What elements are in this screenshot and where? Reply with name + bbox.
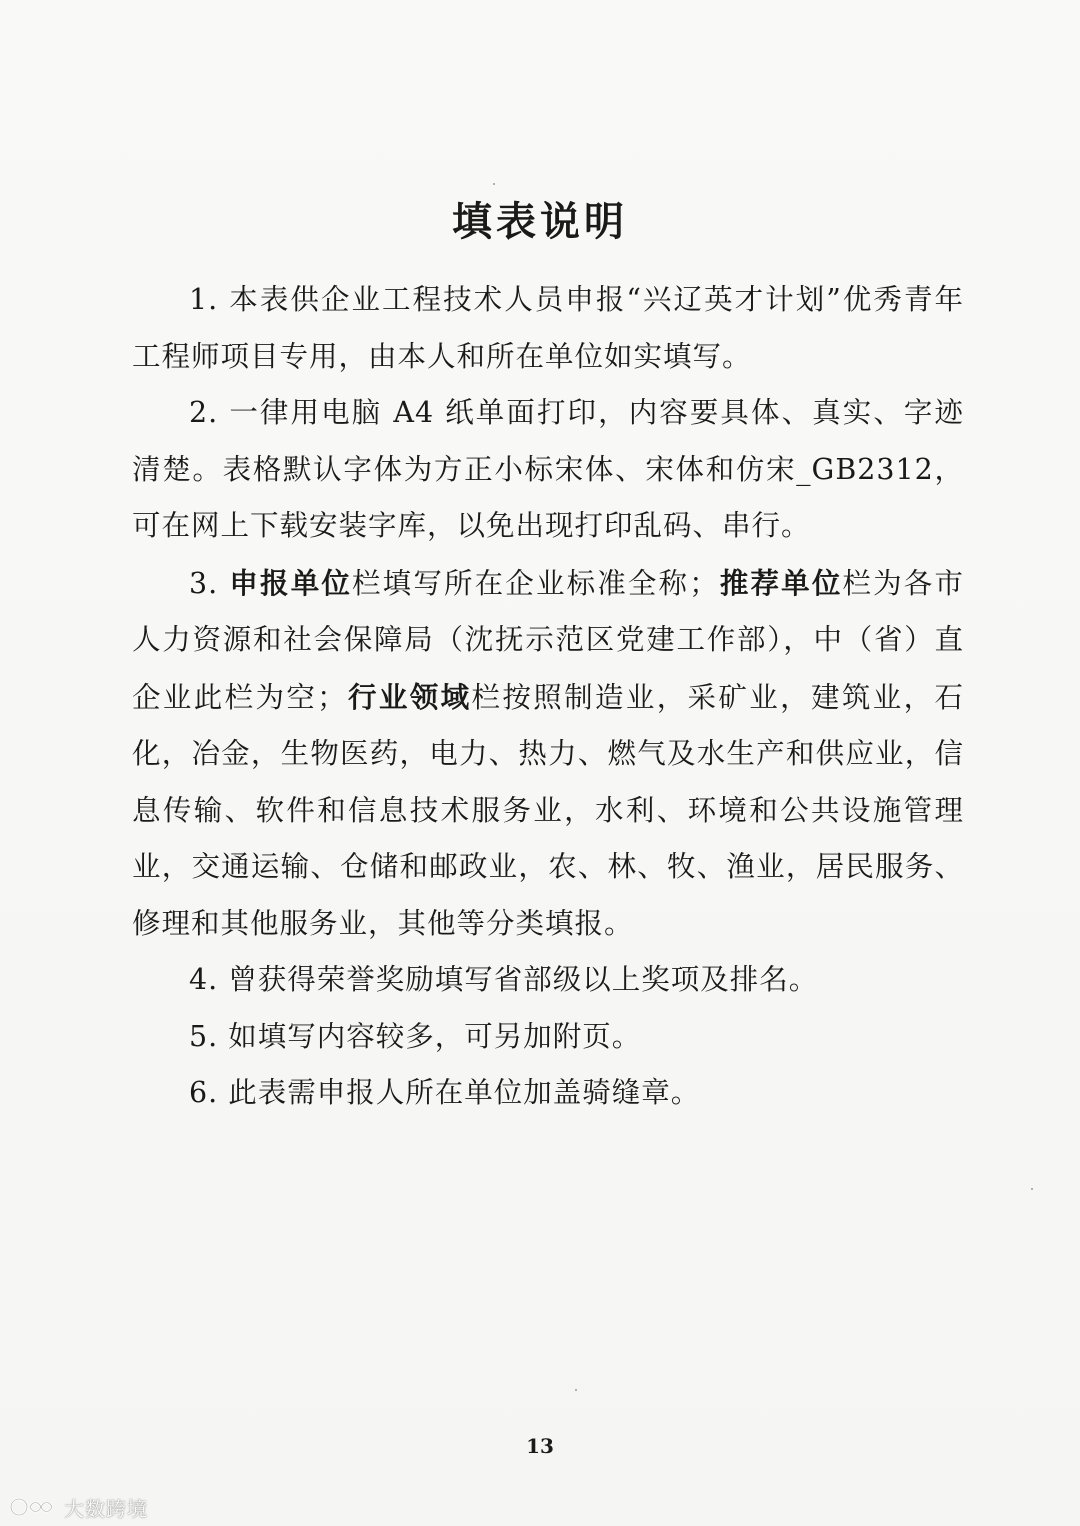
paragraph-text: 5. 如填写内容较多，可另加附页。 — [189, 1019, 642, 1053]
instructions-body — [132, 272, 964, 1122]
field-name-emphasis: 推荐单位 — [718, 565, 843, 600]
paragraph-text: 1. 本表供企业工程技术人员申报“兴辽英才计划”优秀青年工程师项目专用，由本人和所在单位如实填写。 — [132, 283, 964, 373]
scan-speck — [1031, 1188, 1033, 1190]
instruction-paragraph — [132, 952, 964, 1009]
paragraph-text: 栏为各市人力资源和社会保障局（沈抚示范区党建工作部），中（省）直企业此栏为空； — [132, 566, 964, 714]
paragraph-text: 3. — [189, 566, 230, 600]
scan-speck — [575, 1389, 577, 1391]
paragraph-text: 2. 一律用电脑 A4 纸单面打印，内容要具体、真实、字迹清楚。表格默认字体为方正小标宋体、宋体和仿宋_GB2312，可在网上下载安装字库，以免出现打印乱码、串行。 — [132, 396, 964, 542]
watermark — [8, 1494, 148, 1520]
paragraph-text: 栏按照制造业，采矿业，建筑业，石化，冶金，生物医药，电力、热力、燃气及水生产和供应业，信息传输、软件和信息技术服务业，水利、环境和公共设施管理业，交通运输、仓储和邮政业，农、林、牧、渔业，居民服务、修理和其他服务业，其他等分类填报。 — [132, 680, 964, 940]
document-title: 填表说明 — [452, 198, 628, 245]
instruction-paragraph — [132, 555, 964, 953]
field-name-emphasis: 申报单位 — [229, 565, 353, 600]
scan-speck — [493, 183, 495, 185]
paragraph-text: 6. 此表需申报人所在单位加盖骑缝章。 — [189, 1076, 701, 1109]
instruction-paragraph — [132, 1065, 964, 1122]
paragraph-text: 栏填写所在企业标准全称； — [352, 566, 719, 600]
instruction-paragraph — [132, 1009, 964, 1066]
watermark-text: 大数跨境 — [64, 1496, 148, 1521]
field-name-emphasis: 行业领域 — [346, 679, 472, 714]
paragraph-text: 4. 曾获得荣誉奖励填写省部级以上奖项及排名。 — [189, 963, 819, 996]
page-number: 13 — [526, 1434, 554, 1458]
infinity-circle-logo-icon — [8, 1496, 58, 1518]
instruction-paragraph — [132, 385, 964, 555]
instruction-paragraph — [132, 272, 964, 385]
